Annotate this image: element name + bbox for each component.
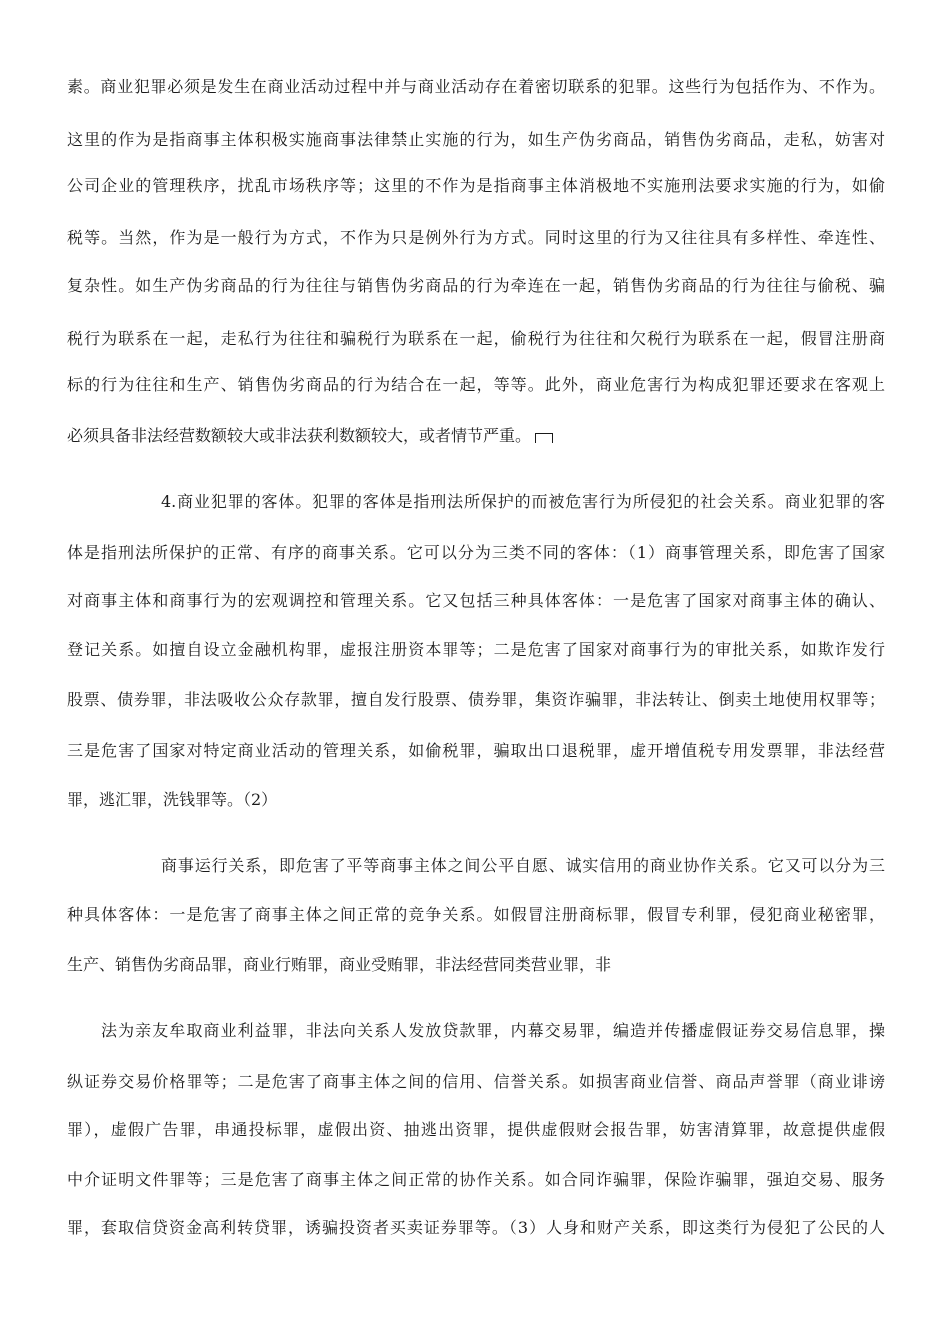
text-line: 股票、债券罪，非法吸收公众存款罪，擅自发行股票、债券罪，集资诈骗罪，非法转让、倒卖土地使用权罪等； <box>67 690 885 709</box>
text-line: 税等。当然，作为是一般行为方式，不作为只是例外行为方式。同时这里的行为又往往具有多样性、牵连性、 <box>67 228 885 247</box>
text-line: 纵证券交易价格罪等；二是危害了商事主体之间的信用、信誉关系。如损害商业信誉、商品声誉罪（商业诽谤 <box>67 1072 885 1091</box>
text-line-last: 罪，逃汇罪，洗钱罪等。（2） <box>67 790 278 809</box>
text-line-last: 生产、销售伪劣商品罪，商业行贿罪，商业受贿罪，非法经营同类营业罪，非 <box>67 955 612 974</box>
text-line: 这里的作为是指商事主体积极实施商事法律禁止实施的行为，如生产伪劣商品，销售伪劣商品，走私，妨害对 <box>67 130 885 149</box>
text-line: 标的行为往往和生产、销售伪劣商品的行为结合在一起，等等。此外，商业危害行为构成犯罪还要求在客观上 <box>67 375 885 394</box>
text-line-content: 必须具备非法经营数额较大或非法获利数额较大，或者情节严重。 <box>67 426 532 445</box>
text-line: 税行为联系在一起，走私行为往往和骗税行为联系在一起，偷税行为往往和欠税行为联系在一起，假冒注册商 <box>67 329 885 348</box>
text-line-last <box>67 426 885 446</box>
text-line-indented: 4.商业犯罪的客体。犯罪的客体是指刑法所保护的而被危害行为所侵犯的社会关系。商业犯罪的客 <box>161 492 885 511</box>
text-line: 对商事主体和商事行为的宏观调控和管理关系。它又包括三种具体客体：一是危害了国家对商事主体的确认、 <box>67 591 885 610</box>
text-line: 罪），虚假广告罪，串通投标罪，虚假出资、抽逃出资罪，提供虚假财会报告罪，妨害清算罪，故意提供虚假 <box>67 1120 885 1139</box>
text-line-indented: 法为亲友牟取商业利益罪，非法向关系人发放贷款罪，内幕交易罪，编造并传播虚假证券交易信息罪，操 <box>101 1021 885 1040</box>
text-line: 三是危害了国家对特定商业活动的管理关系，如偷税罪，骗取出口退税罪，虚开增值税专用发票罪，非法经营 <box>67 741 885 760</box>
text-line: 种具体客体：一是危害了商事主体之间正常的竞争关系。如假冒注册商标罪，假冒专利罪，侵犯商业秘密罪， <box>67 905 885 924</box>
text-line: 罪，套取信贷资金高利转贷罪，诱骗投资者买卖证券罪等。（3）人身和财产关系，即这类行为侵犯了公民的人 <box>67 1218 885 1237</box>
text-line-indented: 商事运行关系，即危害了平等商事主体之间公平自愿、诚实信用的商业协作关系。它又可以分为三 <box>161 856 885 875</box>
text-line: 素。商业犯罪必须是发生在商业活动过程中并与商业活动存在着密切联系的犯罪。这些行为包括作为、不作为。 <box>67 77 885 96</box>
text-line: 登记关系。如擅自设立金融机构罪，虚报注册资本罪等；二是危害了国家对商事行为的审批关系，如欺诈发行 <box>67 640 885 659</box>
text-line: 中介证明文件罪等；三是危害了商事主体之间正常的协作关系。如合同诈骗罪，保险诈骗罪，强迫交易、服务 <box>67 1170 885 1189</box>
text-line: 复杂性。如生产伪劣商品的行为往往与销售伪劣商品的行为牵连在一起，销售伪劣商品的行为往往与偷税、骗 <box>67 276 885 295</box>
bracket-mark-icon <box>535 433 553 443</box>
text-line: 公司企业的管理秩序，扰乱市场秩序等；这里的不作为是指商事主体消极地不实施刑法要求实施的行为，如偷 <box>67 176 885 195</box>
text-line: 体是指刑法所保护的正常、有序的商事关系。它可以分为三类不同的客体：（1）商事管理关系，即危害了国家 <box>67 543 885 562</box>
